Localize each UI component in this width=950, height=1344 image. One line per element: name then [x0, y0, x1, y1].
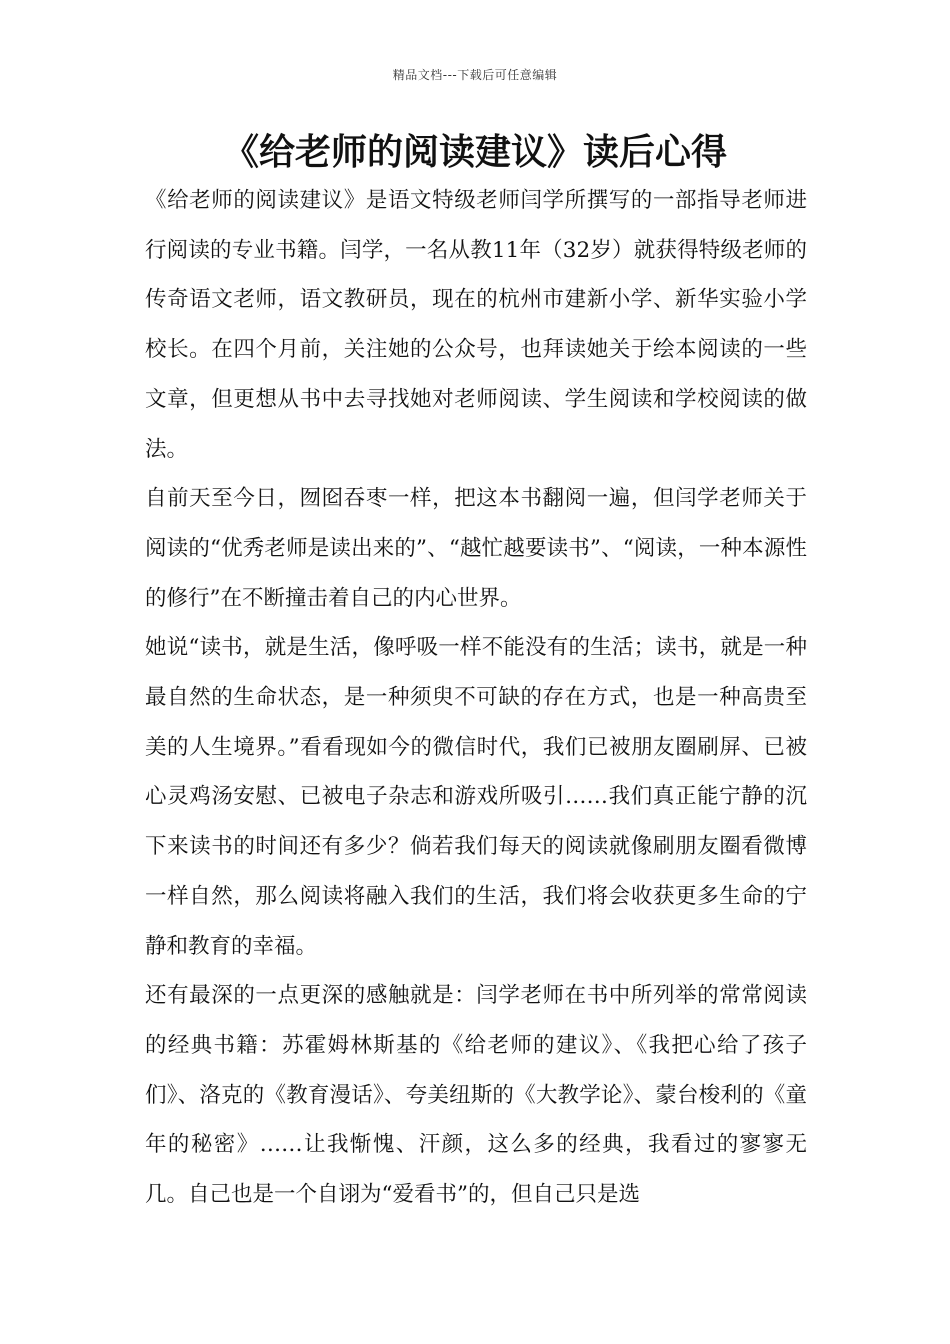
document-body — [145, 176, 807, 1220]
paragraph-3: 她说“读书，就是生活，像呼吸一样不能没有的生活；读书，就是一种最自然的生命状态，是一种须臾不可缺的存在方式，也是一种高贵至美的人生境界。”看看现如今的微信时代，我们已被朋友圈刷屏、已被心灵鸡汤安慰、已被电子杂志和游戏所吸引……我们真正能宁静的沉下来读书的时间还有多少？倘若我们每天的阅读就像刷朋友圈看微博一样自然，那么阅读将融入我们的生活，我们将会收获更多生命的宁静和教育的幸福。 — [145, 635, 807, 959]
paragraph-1: 《给老师的阅读建议》是语文特级老师闫学所撰写的一部指导老师进行阅读的专业书籍。闫学，一名从教11年（32岁）就获得特级老师的传奇语文老师，语文教研员，现在的杭州市建新小学、新华实验小学校长。在四个月前，关注她的公众号，也拜读她关于绘本阅读的一些文章，但更想从书中去寻找她对老师阅读、学生阅读和学校阅读的做法。 — [145, 188, 807, 462]
document-title: 《给老师的阅读建议》读后心得 — [222, 132, 727, 173]
paragraph-4: 还有最深的一点更深的感触就是：闫学老师在书中所列举的常常阅读的经典书籍：苏霍姆林斯基的《给老师的建议》、《我把心给了孩子们》、洛克的《教育漫话》、夸美纽斯的《大教学论》、蒙台梭利的《童年的秘密》……让我惭愧、汗颜，这么多的经典，我看过的寥寥无几。自己也是一个自诩为“爱看书”的，但自己只是选 — [145, 983, 807, 1208]
paragraph-2: 自前天至今日，囫囵吞枣一样，把这本书翻阅一遍，但闫学老师关于阅读的“优秀老师是读出来的”、“越忙越要读书”、“阅读，一种本源性的修行”在不断撞击着自己的内心世界。 — [145, 486, 807, 611]
header-note: 精品文档---下载后可任意编辑 — [392, 68, 558, 82]
